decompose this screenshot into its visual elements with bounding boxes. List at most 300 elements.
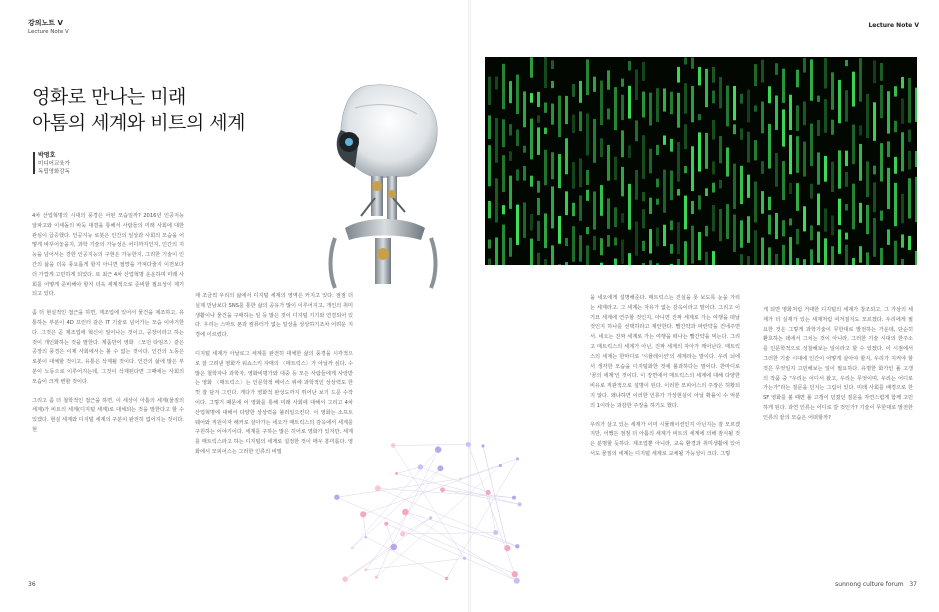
matrix-glyph-strip: [789, 218, 792, 225]
matrix-glyph-strip: [670, 221, 673, 231]
matrix-glyph-strip: [656, 263, 659, 265]
matrix-code-image: [485, 57, 917, 265]
matrix-glyph-strip: [803, 206, 806, 231]
matrix-glyph-strip: [579, 81, 582, 103]
matrix-glyph-strip: [873, 60, 876, 83]
matrix-glyph-strip: [572, 84, 575, 97]
matrix-glyph-strip: [775, 153, 778, 187]
network-node: [351, 547, 353, 549]
matrix-glyph-strip: [901, 234, 904, 247]
matrix-glyph-strip: [502, 155, 505, 192]
matrix-glyph-strip: [887, 168, 890, 209]
matrix-glyph-strip: [880, 63, 883, 81]
matrix-glyph-strip: [495, 237, 498, 265]
matrix-glyph-strip: [915, 88, 917, 122]
network-link: [405, 512, 517, 546]
matrix-glyph-strip: [495, 76, 498, 89]
matrix-glyph-strip: [537, 253, 540, 265]
matrix-glyph-strip: [859, 125, 862, 135]
matrix-glyph-strip: [796, 105, 799, 131]
matrix-glyph-strip: [656, 228, 659, 247]
matrix-glyph-strip: [586, 245, 589, 265]
matrix-glyph-strip: [740, 94, 743, 104]
matrix-glyph-strip: [789, 237, 792, 265]
network-node: [402, 509, 409, 516]
matrix-glyph-strip: [488, 201, 491, 218]
matrix-glyph-strip: [551, 186, 554, 228]
matrix-glyph-strip: [803, 58, 806, 73]
matrix-glyph-strip: [775, 254, 778, 265]
matrix-glyph-strip: [663, 170, 666, 213]
matrix-glyph-strip: [684, 166, 687, 173]
matrix-glyph-strip: [586, 190, 589, 201]
matrix-glyph-strip: [873, 102, 876, 141]
matrix-glyph-strip: [908, 178, 911, 218]
matrix-glyph-strip: [796, 183, 799, 211]
matrix-glyph-strip: [705, 226, 708, 237]
author-block: [38, 152, 70, 176]
matrix-glyph-strip: [607, 70, 610, 89]
matrix-glyph-strip: [782, 69, 785, 103]
network-link: [468, 444, 514, 574]
matrix-glyph-strip: [614, 207, 617, 227]
matrix-glyph-strip: [866, 94, 869, 138]
matrix-glyph-strip: [544, 102, 547, 112]
body-column-4: [763, 306, 913, 433]
matrix-glyph-strip: [530, 214, 533, 231]
matrix-glyph-strip: [621, 167, 624, 196]
matrix-glyph-strip: [537, 115, 540, 122]
matrix-glyph-strip: [579, 111, 582, 131]
matrix-glyph-strip: [523, 146, 526, 153]
matrix-glyph-strip: [656, 199, 659, 205]
matrix-glyph-strip: [649, 260, 652, 265]
matrix-glyph-strip: [565, 262, 568, 265]
matrix-glyph-strip: [551, 104, 554, 125]
matrix-glyph-strip: [796, 136, 799, 173]
page-number-left: 36: [28, 581, 36, 588]
matrix-glyph-strip: [502, 225, 505, 265]
network-graphic: [330, 440, 530, 590]
matrix-glyph-strip: [621, 95, 624, 120]
matrix-glyph-strip: [670, 139, 673, 152]
network-node: [391, 544, 398, 551]
matrix-glyph-strip: [719, 209, 722, 241]
matrix-glyph-strip: [565, 191, 568, 215]
network-node: [391, 443, 395, 447]
matrix-glyph-strip: [509, 151, 512, 161]
network-node: [512, 571, 518, 577]
paragraph: 재 조금씩 우리의 삶에서 디지털 세계의 영역은 커지고 있다. 점점 더 실제 만남보다 SNS를 통한 삶의 공유가 많이 이루어지고, 개인의 취미 생활이나 물건을 구매하는 일 등 많은 것이 디지털 기기와 연결되어 있다. 우리는 스마트 폰과 컴퓨터가 없는 일상을 상상하기조차 어려운 지경에 이르렀다.: [195, 293, 353, 339]
matrix-glyph-strip: [677, 189, 680, 196]
matrix-glyph-strip: [894, 86, 897, 96]
matrix-glyph-strip: [586, 59, 589, 95]
section-subtitle: Lecture Note V: [28, 29, 69, 35]
matrix-glyph-strip: [768, 197, 771, 210]
matrix-glyph-strip: [803, 102, 806, 126]
matrix-glyph-strip: [607, 145, 610, 181]
matrix-glyph-strip: [579, 158, 582, 187]
matrix-glyph-strip: [908, 151, 911, 170]
matrix-glyph-strip: [509, 176, 512, 209]
matrix-glyph-strip: [488, 259, 491, 265]
matrix-glyph-strip: [488, 115, 491, 139]
matrix-glyph-strip: [852, 124, 855, 164]
matrix-glyph-strip: [831, 162, 834, 192]
matrix-glyph-strip: [796, 70, 799, 88]
matrix-glyph-strip: [733, 214, 736, 251]
matrix-glyph-strip: [537, 198, 540, 215]
network-node: [418, 464, 423, 469]
matrix-glyph-strip: [705, 69, 708, 107]
network-link: [345, 518, 431, 579]
matrix-glyph-strip: [747, 132, 750, 163]
matrix-glyph-strip: [859, 58, 862, 101]
matrix-glyph-strip: [768, 124, 771, 169]
matrix-glyph-strip: [516, 169, 519, 180]
network-node: [400, 531, 405, 536]
matrix-glyph-strip: [635, 170, 638, 200]
matrix-glyph-strip: [824, 208, 827, 231]
matrix-glyph-strip: [810, 184, 813, 199]
matrix-glyph-strip: [782, 220, 785, 236]
matrix-glyph-strip: [824, 238, 827, 265]
matrix-glyph-strip: [509, 81, 512, 103]
title-line-2: 아톰의 세계와 비트의 세계: [32, 112, 246, 134]
matrix-glyph-strip: [509, 238, 512, 257]
matrix-glyph-strip: [544, 259, 547, 265]
matrix-glyph-strip: [761, 60, 764, 83]
network-node: [499, 464, 502, 467]
matrix-glyph-strip: [719, 77, 722, 108]
network-link: [393, 445, 464, 558]
matrix-glyph-strip: [614, 87, 617, 130]
matrix-glyph-strip: [551, 60, 554, 69]
matrix-glyph-strip: [502, 64, 505, 109]
matrix-glyph-strip: [866, 161, 869, 197]
matrix-glyph-strip: [600, 138, 603, 157]
matrix-glyph-strip: [530, 239, 533, 265]
matrix-glyph-strip: [516, 130, 519, 147]
matrix-glyph-strip: [586, 170, 589, 185]
matrix-glyph-strip: [894, 183, 897, 226]
matrix-glyph-strip: [670, 92, 673, 115]
matrix-glyph-strip: [796, 258, 799, 265]
paragraph: 그리고 좀 더 철학적인 접근을 하면, 이 세상이 아톰의 세계(물질의 세계)가 비트의 세계(디지털 세계)로 대체되는 것을 말한다고 할 수 있겠다. 현실 세계와 디지털 세계의 구분이 완전히 없어지는 것이다. 현: [32, 397, 184, 433]
matrix-glyph-strip: [558, 96, 561, 137]
matrix-glyph-strip: [733, 86, 736, 120]
matrix-glyph-strip: [663, 225, 666, 246]
author-bar: [33, 152, 35, 174]
matrix-glyph-strip: [719, 180, 722, 189]
matrix-glyph-strip: [824, 99, 827, 133]
page-number-right: 37: [909, 581, 917, 588]
matrix-glyph-strip: [551, 245, 554, 265]
network-node: [466, 442, 471, 447]
matrix-glyph-strip: [831, 120, 834, 135]
network-node: [512, 496, 516, 500]
matrix-glyph-strip: [845, 172, 848, 187]
matrix-glyph-strip: [810, 124, 813, 167]
matrix-glyph-strip: [537, 127, 540, 154]
matrix-glyph-strip: [670, 244, 673, 254]
matrix-glyph-strip: [558, 264, 561, 265]
paragraph: 게 되면 영화처럼 거대한 디지털의 세계가 창조되고, 그 가상의 세계가 더 실재가 있는 세계처럼 여겨질지도 모르겠다. 우리에게 필요한 것은 그렇게 과학기술이 무한대로 발전하는 가운데, 단순히 환호하는 데에서 그치는 것이 아니라, 그러한 기술 시대의 한주소를 인문학적으로 성찰해보는 일이라고 할 수 있겠다. 이 시점에서 그러한 기술 시대에 인간이 어떻게 살아야 할지, 우리가 지켜야 할 것은 무엇일지 고민해보는 일이 필요하다. 유명한 화가인 폴 고갱의 작품 중 "우리는 어디서 왔고, 우리는 무엇이며, 우리는 어디로 가는가"라는 질문을 던지는 그림이 있다. 미래 사회를 배경으로 한 SF 영화를 볼 때면 폴 고갱이 던졌던 질문을 자연스럽게 함께 고민하게 된다. 과연 인류는 어디로 갈 것인가? 기술이 무한대로 발전한 인류의 끝의 모습은 어떠할까?: [763, 307, 913, 421]
matrix-glyph-strip: [768, 247, 771, 265]
matrix-glyph-strip: [831, 216, 834, 236]
matrix-glyph-strip: [691, 201, 694, 214]
matrix-glyph-strip: [663, 88, 666, 111]
matrix-glyph-strip: [642, 92, 645, 118]
matrix-glyph-strip: [831, 246, 834, 265]
matrix-glyph-strip: [628, 145, 631, 158]
network-node: [342, 576, 348, 582]
matrix-glyph-strip: [726, 148, 729, 177]
author-role-2: 독립영화감독: [38, 169, 70, 175]
matrix-glyph-strip: [894, 157, 897, 174]
matrix-glyph-strip: [712, 91, 715, 104]
matrix-glyph-strip: [642, 135, 645, 179]
matrix-glyph-strip: [887, 91, 890, 133]
matrix-glyph-strip: [740, 254, 743, 265]
network-node: [445, 577, 449, 581]
matrix-glyph-strip: [894, 241, 897, 265]
matrix-glyph-strip: [523, 202, 526, 237]
matrix-glyph-strip: [880, 211, 883, 221]
network-node: [435, 446, 441, 452]
matrix-glyph-strip: [677, 142, 680, 182]
matrix-glyph-strip: [761, 191, 764, 214]
matrix-glyph-strip: [593, 236, 596, 250]
matrix-glyph-strip: [677, 222, 680, 254]
matrix-glyph-strip: [740, 220, 743, 247]
matrix-glyph-strip: [691, 226, 694, 264]
network-link: [447, 459, 518, 579]
network-node: [437, 465, 443, 471]
matrix-glyph-strip: [845, 233, 848, 240]
matrix-glyph-strip: [712, 183, 715, 193]
matrix-glyph-strip: [593, 77, 596, 92]
network-node: [365, 536, 368, 539]
matrix-glyph-strip: [593, 191, 596, 229]
matrix-glyph-strip: [698, 132, 701, 171]
matrix-glyph-strip: [901, 194, 904, 224]
matrix-glyph-strip: [845, 204, 848, 210]
network-node: [486, 490, 491, 495]
network-node: [515, 544, 519, 548]
paragraph: 4차 산업혁명의 시대의 풍경은 어떤 모습일까? 2016년 인공지능 알파고와 이세돌의 바둑 대결을 통해서 사람들의 미래 사회에 대한 관심이 급증했다. 인공지능 로봇은 인간의 일상과 사회의 모습을 어떻게 바꾸어놓을지, 과학 기술의 가능성은 어디까지인지, 인간의 지능을 넘어서는 강한 인공지능의 구현은 가능한지, 그리한 기술이 인간의 삶을 더욱 풍요롭게 할지 아니면 절망을 가져다줄지 이전보다 더 가깝게 고민하게 되었다. 또 최근 4차 산업혁명 운운하며 미래 사회를 어떻게 준비해야 할지 더욱 세계적으로 준비할 필요성이 제기되고 있다.: [32, 213, 184, 298]
matrix-glyph-strip: [509, 124, 512, 135]
matrix-glyph-strip: [838, 199, 841, 225]
matrix-glyph-strip: [838, 150, 841, 188]
matrix-glyph-strip: [775, 96, 778, 130]
matrix-glyph-strip: [803, 142, 806, 177]
author-role-1: 미디어교육가: [38, 161, 70, 167]
matrix-glyph-strip: [495, 118, 498, 163]
matrix-glyph-strip: [901, 99, 904, 124]
matrix-glyph-strip: [530, 176, 533, 187]
matrix-glyph-strip: [691, 86, 694, 122]
matrix-glyph-strip: [677, 259, 680, 265]
matrix-glyph-strip: [740, 128, 743, 139]
matrix-glyph-strip: [656, 88, 659, 122]
matrix-glyph-strip: [817, 96, 820, 102]
matrix-glyph-strip: [873, 218, 876, 257]
page-footer-right: [835, 581, 917, 588]
network-node: [375, 576, 378, 579]
matrix-glyph-strip: [733, 124, 736, 134]
matrix-glyph-strip: [873, 166, 876, 175]
matrix-glyph-strip: [544, 150, 547, 186]
matrix-glyph-strip: [537, 181, 540, 193]
matrix-glyph-strip: [572, 162, 575, 189]
matrix-glyph-strip: [642, 62, 645, 81]
matrix-glyph-strip: [852, 258, 855, 265]
matrix-glyph-strip: [789, 95, 792, 130]
matrix-glyph-strip: [712, 67, 715, 83]
matrix-glyph-strip: [551, 81, 554, 88]
matrix-glyph-strip: [845, 151, 848, 166]
matrix-glyph-strip: [698, 232, 701, 260]
matrix-glyph-strip: [635, 69, 638, 100]
network-node: [463, 557, 466, 560]
matrix-glyph-strip: [894, 121, 897, 132]
matrix-glyph-strip: [852, 72, 855, 107]
matrix-glyph-strip: [852, 184, 855, 230]
network-link: [378, 488, 517, 546]
network-node: [334, 495, 339, 500]
matrix-glyph-strip: [488, 145, 491, 186]
network-node: [395, 472, 398, 475]
matrix-glyph-strip: [901, 77, 904, 88]
matrix-glyph-strip: [754, 64, 757, 86]
matrix-glyph-strip: [579, 195, 582, 220]
matrix-glyph-strip: [740, 166, 743, 204]
magazine-name: sunnong culture forum: [835, 581, 904, 588]
matrix-glyph-strip: [705, 188, 708, 196]
matrix-glyph-strip: [684, 83, 687, 113]
header-left: [28, 19, 69, 36]
matrix-glyph-strip: [642, 241, 645, 251]
network-link: [397, 467, 421, 474]
matrix-glyph-strip: [642, 192, 645, 201]
section-title: 강의노트 V: [28, 19, 63, 27]
matrix-glyph-strip: [712, 161, 715, 174]
matrix-glyph-strip: [544, 128, 547, 134]
matrix-glyph-strip: [838, 229, 841, 253]
network-node: [440, 487, 445, 492]
matrix-glyph-strip: [845, 60, 848, 66]
matrix-glyph-strip: [796, 229, 799, 244]
network-node: [514, 578, 520, 584]
matrix-glyph-strip: [831, 72, 834, 109]
network-link: [488, 492, 496, 532]
matrix-glyph-strip: [649, 93, 652, 126]
network-node: [375, 485, 381, 491]
matrix-glyph-strip: [845, 245, 848, 265]
matrix-glyph-strip: [915, 177, 917, 222]
matrix-glyph-strip: [712, 251, 715, 265]
matrix-glyph-strip: [775, 213, 778, 239]
matrix-glyph-strip: [866, 252, 869, 265]
matrix-glyph-strip: [782, 245, 785, 265]
matrix-glyph-strip: [586, 113, 589, 155]
matrix-glyph-strip: [754, 230, 757, 265]
network-link: [405, 512, 516, 581]
matrix-glyph-strip: [873, 182, 876, 212]
matrix-glyph-strip: [523, 91, 526, 127]
matrix-glyph-strip: [747, 90, 750, 123]
matrix-glyph-strip: [621, 213, 624, 223]
matrix-glyph-strip: [810, 249, 813, 265]
matrix-glyph-strip: [838, 80, 841, 123]
matrix-glyph-strip: [712, 120, 715, 140]
matrix-glyph-strip: [810, 225, 813, 240]
matrix-glyph-strip: [761, 102, 764, 134]
matrix-glyph-strip: [859, 203, 862, 223]
author-name: 박명호: [38, 152, 56, 159]
title-line-1: 영화로 만나는 미래: [32, 86, 186, 108]
network-link: [366, 537, 447, 578]
matrix-glyph-strip: [887, 229, 890, 244]
matrix-glyph-strip: [698, 195, 701, 209]
matrix-glyph-strip: [621, 130, 624, 157]
matrix-glyph-strip: [628, 61, 631, 71]
body-column-1: [32, 212, 184, 445]
paragraph: 좀 더 현실적인 접근을 하면, 제조업에 있어서 물건을 제조하고, 유통하는 부분이 4D 프린터 같은 IT 기술로 넘어가는 모습 이야기한다. 그것은 곧 제조업에 혁신이 일어나는 것이고, 공장이라고 하는 것이 개인화하는 것을 말한다. 제품만이 영화 〈모던 타임즈〉같은 공장의 풍경은 이제 사회에서는 볼 수 없는 것이다. 인간의 노동은 로봇이 대체할 것이고, 유통은 삭제될 것이다. 인간의 삶에 많은 부분이 노동으로 이루어지는데, 그것이 삭제된다면 그때에는 사회의 모습이 크게 변할 것이다.: [32, 310, 184, 385]
matrix-glyph-strip: [782, 109, 785, 146]
matrix-glyph-strip: [488, 77, 491, 105]
matrix-glyph-strip: [642, 263, 645, 265]
matrix-glyph-strip: [614, 259, 617, 265]
matrix-glyph-strip: [754, 182, 757, 223]
matrix-glyph-strip: [726, 86, 729, 127]
matrix-glyph-strip: [880, 143, 883, 181]
matrix-glyph-strip: [656, 145, 659, 155]
matrix-glyph-strip: [845, 90, 848, 121]
matrix-glyph-strip: [817, 232, 820, 263]
matrix-glyph-strip: [649, 149, 652, 174]
matrix-glyph-strip: [677, 67, 680, 83]
matrix-glyph-strip: [859, 246, 862, 262]
matrix-glyph-strip: [691, 58, 694, 69]
matrix-glyph-strip: [607, 235, 610, 247]
matrix-glyph-strip: [684, 58, 687, 65]
body-column-3: [590, 294, 740, 469]
network-node: [360, 511, 366, 517]
network-link: [397, 473, 520, 504]
matrix-glyph-strip: [670, 264, 673, 265]
paragraph: 우리가 살고 있는 세계가 이미 시뮬레이션인지 아닌지는 잘 모르겠지만, 어쨌든 점점 더 아톰의 세계가 비트의 세계에 의해 잠식될 것은 분명할 듯하다. 제조업뿐 아니라, 교육 환경과 취미생활에 있어서도 물질의 세계는 디지털 세계로 교체될 가능성이 크다. 그렇: [590, 421, 740, 457]
matrix-glyph-strip: [523, 166, 526, 181]
matrix-glyph-strip: [684, 124, 687, 149]
matrix-glyph-strip: [607, 198, 610, 228]
matrix-glyph-strip: [754, 140, 757, 160]
matrix-glyph-strip: [901, 259, 904, 265]
matrix-glyph-strip: [915, 151, 917, 167]
matrix-glyph-strip: [600, 238, 603, 255]
matrix-glyph-strip: [516, 75, 519, 115]
matrix-glyph-strip: [726, 204, 729, 239]
paragraph: 디지털 세계가 아날로그 세계를 완전히 대체한 삶의 풍경을 시각적으로 잘 그려낸 영화가 워쇼스키 자매의 〈매트릭스〉가 아닐까 싶다. 수많은 철학자나 과학자, 영화비평가와 대중 등 모든 사람들에게 사랑받는 영화 〈매트릭스〉는 인문학적 베이스 위에 과학적인 상상력도 한껏 잘 담겨 그린다. 게다가 영화적 완성도까지 뛰어난 보기 드문 수작이다. 그렇기 때문에 이 영화를 통해 미래 사회에 대해서 그리고 4차 산업혁명에 대해서 다양한 상상력을 불러일으킨다. 이 영화는 소프트웨어와 직원이자 해커로 살아가는 네오가 매트릭스의 감옥에서 세계를 구원하는 이야기이다. 세계를 구하는 많은 히어로 영화가 있지만, 세계를 매트릭스라고 하는 디지털의 세계로 설정한 것이 매우 흥미롭다. 영화에서 모피어스는 그러한 인류의 비밀: [195, 350, 353, 455]
matrix-glyph-strip: [901, 132, 904, 171]
matrix-glyph-strip: [915, 251, 917, 265]
article-title: [32, 84, 245, 136]
matrix-glyph-strip: [824, 156, 827, 182]
matrix-glyph-strip: [747, 216, 750, 243]
matrix-glyph-strip: [495, 178, 498, 222]
matrix-glyph-strip: [810, 59, 813, 100]
